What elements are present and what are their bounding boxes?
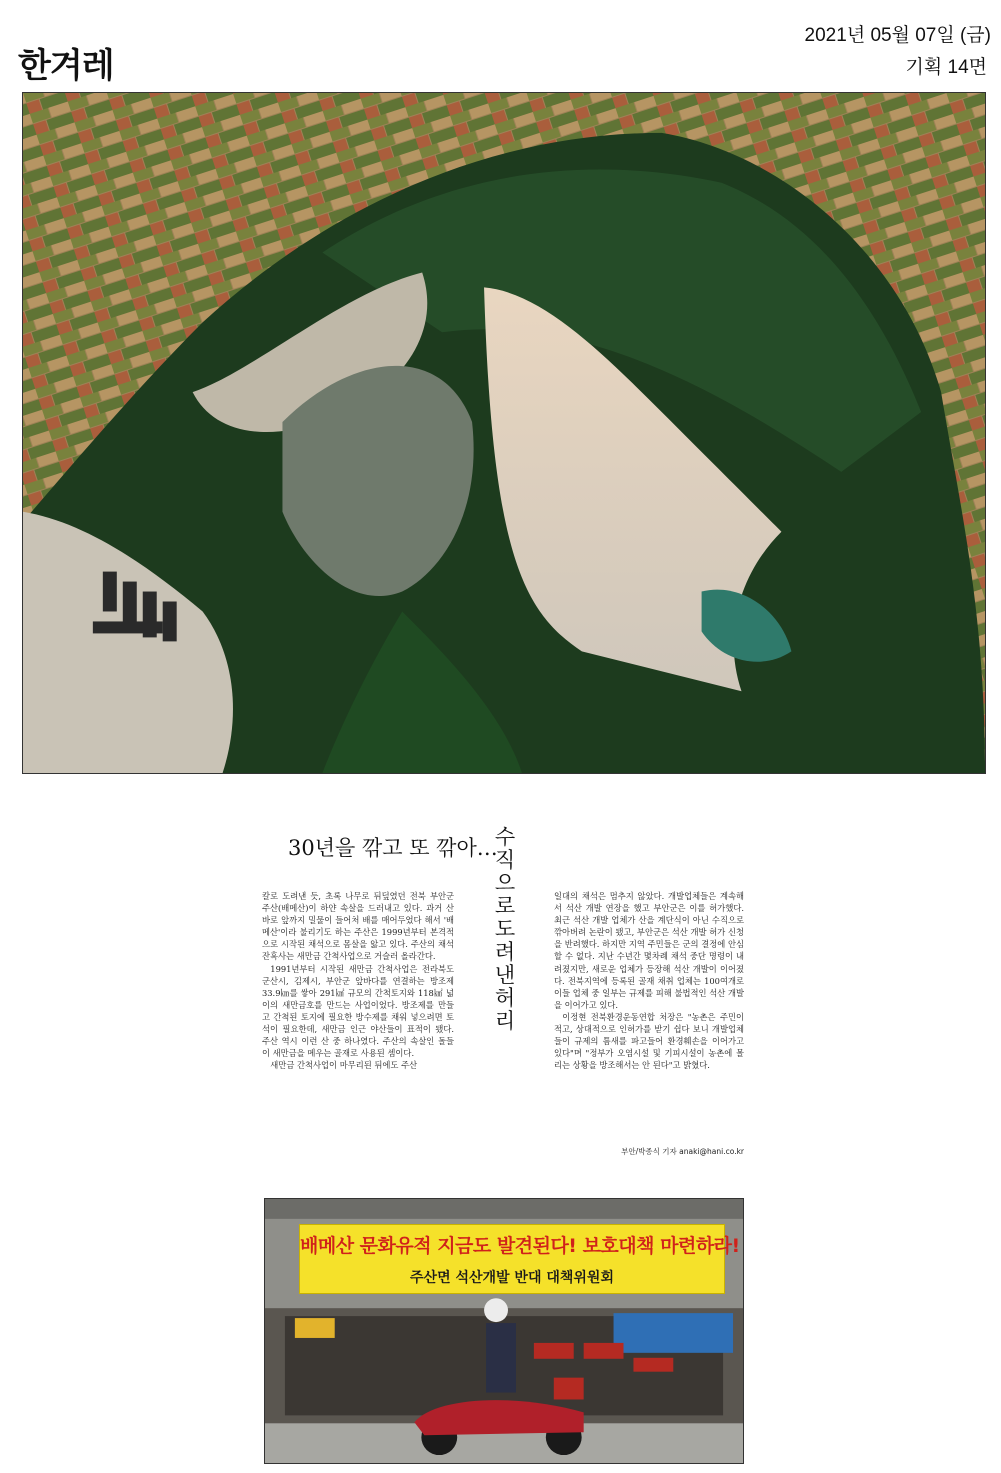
publication-date: 2021년 05월 07일 (금) xyxy=(804,25,991,46)
article-paragraph: 1991년부터 시작된 새만금 간척사업은 전라북도 군산시, 김제시, 부안군 앞바다를 연결하는 방조제 33.9㎞를 쌓아 291㎢ 규모의 간척토지와 118㎢ 넓이의 새만금호를 만드는 사업이었다. 방조제를 만들고 간척된 토지에 필요한 방수제를 채워 넣으려면 토석이 필요한데, 새만금 인근 야산들이 표적이 됐다. 주산 역시 이런 산 중 하나였다. 주산의 속살인 돌들이 새만금을 메우는 골재로 사용된 셈이다. xyxy=(262,963,454,1059)
protest-banner-photo xyxy=(264,1198,744,1464)
vertical-headline: 수직으로 도려낸 허리 xyxy=(494,825,516,1033)
banner-organization: 주산면 석산개발 반대 대책위원회 xyxy=(410,1270,614,1286)
article-column-right xyxy=(554,890,744,1071)
article-paragraph: 이정현 전북환경운동연합 처장은 "농촌은 주민이 적고, 상대적으로 인허가를 받기 쉽다 보니 개발업체들이 규제의 틈새를 파고들어 환경훼손을 이어가고 있다"며 "정부가 오염시설 및 기피시설이 농촌에 몰리는 상황을 방조해서는 안 된다"고 밝혔다. xyxy=(554,1011,744,1071)
article-paragraph: 일대의 채석은 멈추지 않았다. 개발업체들은 계속해서 석산 개발 연장을 했고 부안군은 이를 허가했다. 최근 석산 개발 업체가 산을 계단식이 아닌 수직으로 깎아버려 논란이 됐고, 부안군은 석산 개발 허가 신청을 반려했다. 하지만 지역 주민들은 군의 결정에 안심할 수 없다. 지난 수년간 몇차례 채석 중단 명령이 내려졌지만, 새로운 업체가 등장해 석산 개발이 이어졌다. 전북지역에 등록된 골재 채취 업체는 100여개로 이들 업체 중 일부는 규제를 피해 불법적인 석산 개발을 이어가고 있다. xyxy=(554,891,744,1010)
protest-banner xyxy=(299,1224,740,1294)
headline: 30년을 깎고 또 깎아… xyxy=(288,836,498,860)
byline: 부안/박종식 기자 anaki@hani.co.kr xyxy=(621,1147,744,1156)
article-column-left xyxy=(262,890,454,1071)
masthead-logo: 한겨레 xyxy=(18,46,114,86)
banner-slogan: 배메산 문화유적 지금도 발견된다! 보호대책 마련하라! xyxy=(300,1235,740,1257)
publication-section: 기획 14면 xyxy=(905,57,987,78)
aerial-quarry-photo xyxy=(22,92,986,774)
article-paragraph: 칼로 도려낸 듯, 초록 나무로 뒤덮였던 전북 부안군 주산(배메산)이 하얀 속살을 드러내고 있다. 과거 산 바로 앞까지 밀물이 들어처 배를 매어두었다 해서 '배메산'이라 불리기도 하는 주산은 1999년부터 본격적으로 시작된 채석으로 몸살을 앓고 있다. 주산의 채석 잔혹사는 새만금 간척사업으로 거슬러 올라간다. xyxy=(262,891,454,962)
article-paragraph: 새만금 간척사업이 마무리된 뒤에도 주산 xyxy=(270,1060,418,1071)
